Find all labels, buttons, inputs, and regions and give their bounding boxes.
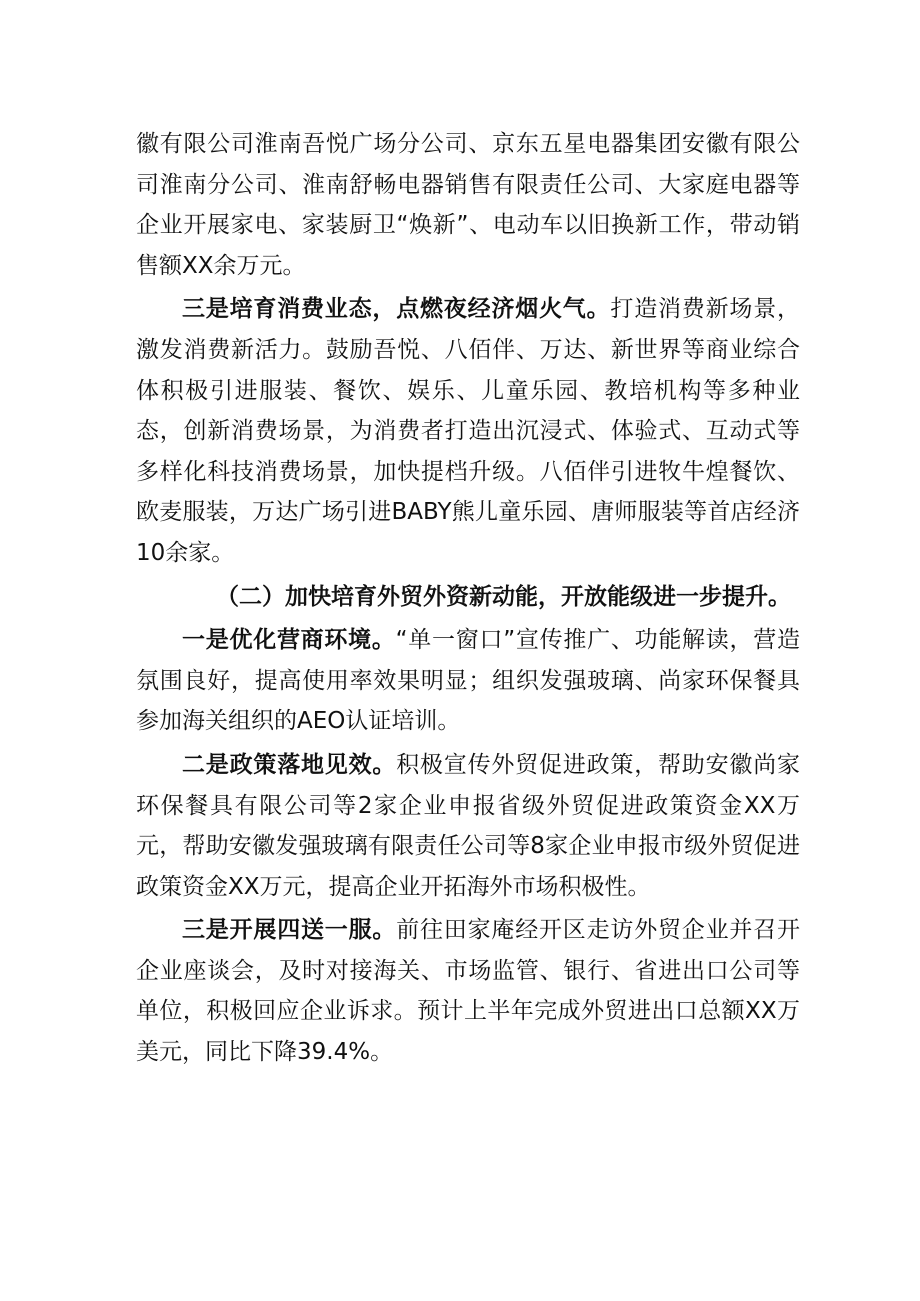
paragraph-body: 积极宣传外贸促进政策，帮助安徽尚家环保餐具有限公司等2家企业申报省级外贸促进政策资金XX万元，帮助安徽发强玻璃有限责任公司等8家企业申报市级外贸促进政策资金XX万元，提高企业开拓海外市场积极性。 xyxy=(136,751,801,900)
paragraph-consumption-formats xyxy=(136,289,800,573)
paragraph-body: 打造消费新场景，激发消费新活力。鼓励吾悦、八佰伴、万达、新世界等商业综合体积极引进服装、餐饮、娱乐、儿童乐园、教培机构等多种业态，创新消费场景，为消费者打造出沉浸式、体验式、互动式等多样化科技消费场景，加快提档升级。八佰伴引进牧牛煌餐饮、欧麦服装，万达广场引进BABY熊儿童乐园、唐师服装等首店经济10余家。 xyxy=(136,296,801,566)
section-heading-foreign-trade xyxy=(136,577,800,618)
paragraph-body: “单一窗口”宣传推广、功能解读，营造氛围良好，提高使用率效果明显；组织发强玻璃、尚家环保餐具参加海关组织的AEO认证培训。 xyxy=(136,627,800,735)
paragraph-body: 前往田家庵经开区走访外贸企业并召开企业座谈会，及时对接海关、市场监管、银行、省进出口公司等单位，积极回应企业诉求。预计上半年完成外贸进出口总额XX万美元，同比下降39.4%。 xyxy=(136,917,801,1066)
paragraph-lead: 一是优化营商环境。 xyxy=(182,627,396,654)
paragraph-lead: 二是政策落地见效。 xyxy=(182,751,397,778)
document-page xyxy=(136,124,800,1076)
paragraph-continuation xyxy=(136,124,800,286)
paragraph-policy-implementation xyxy=(136,745,800,907)
paragraph-body: 徽有限公司淮南吾悦广场分公司、京东五星电器集团安徽有限公司淮南分公司、淮南舒畅电器销售有限责任公司、大家庭电器等企业开展家电、家装厨卫“焕新”、电动车以旧换新工作，带动销售额XX余万元。 xyxy=(136,131,800,279)
paragraph-business-environment xyxy=(136,620,800,742)
paragraph-lead: 三是培育消费业态，点燃夜经济烟火气。 xyxy=(182,296,611,323)
paragraph-lead: 三是开展四送一服。 xyxy=(182,917,397,944)
paragraph-four-services xyxy=(136,910,800,1072)
section-heading-text: （二）加快培育外贸外资新动能，开放能级进一步提升。 xyxy=(216,583,791,610)
